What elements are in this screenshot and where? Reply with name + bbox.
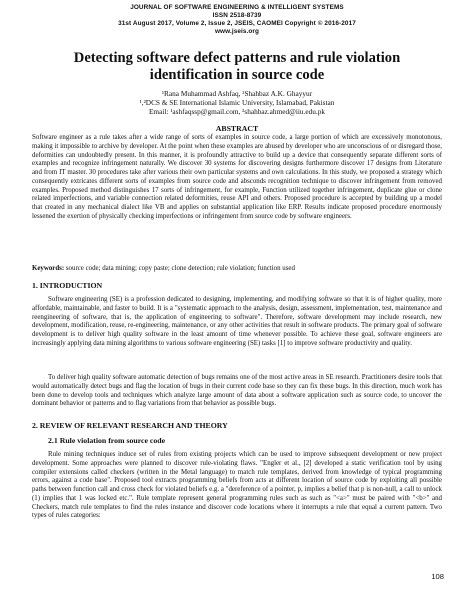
keywords-line [32,265,442,274]
section-2-heading: 2. REVIEW OF RELEVANT RESEARCH AND THEORY [32,421,228,430]
subsection-2-1-heading: 2.1 Rule violation from source code [48,436,166,445]
keywords-label: Keywords: [32,265,65,272]
abstract-heading: ABSTRACT [215,124,259,133]
author-affiliation: ¹,²DCS & SE International Islamic University, Islamabad, Pakistan [139,98,335,107]
keywords-text: source code; data mining; copy paste; clone detection; rule violation; function used [64,265,295,272]
review-paragraph-1-text: Rule mining techniques induce set of rules from existing projects which can be used to improve subsequent development or new project development. Some approaches were planned to discover rule-violating flaws. "Engler et al., [2] developed a static verification tool by using compiler extensions called checkers (written in the Metal language) to match rule templates, derived from knowledge of typical programming errors, against a code base". Proposed tool extracts programming beliefs from acts at different location of source code by exploiting all possible paths between function call and cross check for violated beliefs e.g. a "dereference of a pointer, p, implies a belief that p is non-null, a call to unlock (1) implies that 1 was locked etc.". Rule template represent general programming rules such as such as "<a>" must be paired with "<b>" and Checkers, match rule templates to find the rules instance and discover code locations where it interrupts a rule that equal a current pattern. Two types of rules categories: [32,451,442,520]
journal-issn: ISSN 2518-8739 [212,12,262,19]
journal-name: JOURNAL OF SOFTWARE ENGINEERING & INTELLIGENT SYSTEMS [130,4,344,11]
intro-paragraph-1 [32,296,442,349]
journal-website[interactable]: www.jseis.org [214,28,260,35]
intro-paragraph-2 [32,374,442,409]
section-1-heading: 1. INTRODUCTION [32,281,103,290]
journal-issue: 31st August 2017, Volume 2, Issue 2, JSEIS, CAOMEI Copyright © 2016-2017 [118,20,356,27]
author-emails[interactable]: Email: ¹ashfaqssp@gmail.com, ²shahbaz.ahmed@iiu.edu.pk [148,107,326,116]
intro-paragraph-2-text: To deliver high quality software automatic detection of bugs remains one of the most active areas in SE research. Practitioners desire tools that would automatically detect bugs and flag the location of bugs in their current code base so they can fix these bugs. In this direction, much work has been done to develop tools and techniques which analyze large amount of data about a software application such as source code, to uncover the dominant behavior or patterns and to flag variations from that behavior as possible bugs. [32,374,442,408]
intro-paragraph-1-text: Software engineering (SE) is a profession dedicated to designing, implementing, and modifying software so that it is of higher quality, more affordable, maintainable, and faster to build. It is a "systematic approach to the analysis, design, assessment, implementation, test, maintenance and reengineering of software, that is, the application of engineering to software". Therefore, software development may include research, new development, modification, reuse, re-engineering, maintenance, or any other activities that result in software products. The primary goal of software development is to deliver high quality software in the least amount of time whenever possible. To achieve these goal, software engineers are increasingly applying data mining algorithms to various software engineering (SE) tasks [1] to improve software productivity and quality. [32,296,442,347]
author-names: ¹Rana Muhammad Ashfaq, ²Shahbaz A.K. Ghayyur [161,89,313,98]
paper-title-line2: identification in source code [149,67,325,83]
page-number: 108 [431,572,444,581]
review-paragraph-1 [32,451,442,521]
abstract-text: Software engineer as a rule takes after a wide range of sorts of examples in source code, a large portion of which are excessively monotonous, making it impossible to archive by developer. At the point when these examples are abused by developer who are unconscious of or disregard those, deformities can undoubtedly present. In this manner, it is profoundly attractive to build up a device that consequently separate different sorts of examples and recognize infringement naturally. We discover 30 systems for discovering designs furthermore discover 17 designs from Literature and from IT master. 30 procedures take after various their own particular systems and own calculations. In this study, we proposed a strategy which consequently extricates different sorts of examples from source code and absconds recognition technique to discover infringement from removed examples. Proposed method distinguishes 17 sorts of infringement, for example, Function utilized together infringement, duplicate glue or clone related imperfections, and variable connection related deformities, reuse API and others. Proposed procedure is accepted by building up a model that created in any mechanical dialect like VB and applies on substantial application like ERP. Results indicate proposed procedure enormously lessened the exertion of physically checking imperfections or infringement from source code by software engineers. [32,134,442,220]
paper-title-line1: Detecting software defect patterns and rule violation [73,50,401,66]
